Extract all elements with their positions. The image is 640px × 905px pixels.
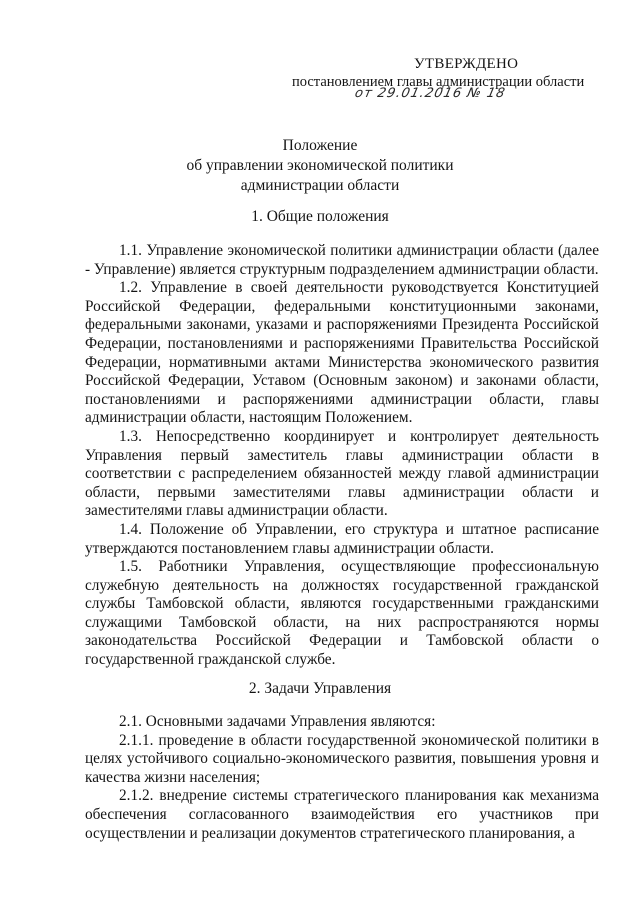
paragraph-1-5: 1.5. Работники Управления, осуществляющие профессиональную служебную деятельность на должностях государственной гражданской службы Тамбовской области, являются государственными гражданскими служащими Тамбовской области, на них распространяются нормы законодательства Российской Федерации и Тамбовской области о государственной гражданской службе. — [85, 558, 599, 669]
paragraph-1-4: 1.4. Положение об Управлении, его структура и штатное расписание утверждаются постановлением главы администрации области. — [85, 520, 599, 557]
document-title — [0, 136, 640, 196]
paragraph-1-3: 1.3. Непосредственно координирует и контролирует деятельность Управления первый заместитель главы администрации области в соответствии с распределением обязанностей между главой администрации области, первыми заместителями главы администрации области и заместителями главы администрации области. — [85, 427, 599, 520]
section-1-heading: 1. Общие положения — [251, 208, 389, 225]
paragraph-1-1: 1.1. Управление экономической политики администрации области (далее - Управление) является структурным подразделением администрации области. — [85, 242, 599, 278]
approved-label: УТВЕРЖДЕНО — [414, 56, 519, 72]
section-1-body — [85, 242, 599, 670]
paragraph-2-1-1: 2.1.1. проведение в области государственной экономической политики в целях устойчивого социально-экономического развития, повышения уровня и качества жизни населения; — [85, 731, 599, 786]
section-2-heading: 2. Задачи Управления — [248, 680, 392, 697]
paragraph-1-2: 1.2. Управление в своей деятельности руководствуется Конституцией Российской Федерации, федеральными конституционными законами, федеральными законами, указами и распоряжениями Президента Российской Федерации, постановлениями и распоряжениями Правительства Российской Федерации, нормативными актами Министерства экономического развития Российской Федерации, Уставом (Основным законом) и законами области, постановлениями и распоряжениями администрации области, главы администрации области, настоящим Положением. — [85, 279, 599, 427]
section-2-body — [85, 713, 599, 843]
approval-decree-text: постановлением главы администрации области — [292, 74, 585, 90]
title-line-3: администрации области — [240, 177, 400, 194]
paragraph-2-1-2: 2.1.2. внедрение системы стратегического планирования как механизма обеспечения согласованного взаимодействия его участников при осуществлении и реализации документов стратегического планирования, а — [85, 787, 599, 842]
title-line-1: Положение — [282, 137, 358, 154]
title-line-2: об управлении экономической политики — [186, 157, 454, 174]
paragraph-2-1: 2.1. Основными задачами Управления являются: — [119, 713, 436, 730]
handwritten-date-number: от 29.01.2016 № 18 — [353, 86, 508, 101]
